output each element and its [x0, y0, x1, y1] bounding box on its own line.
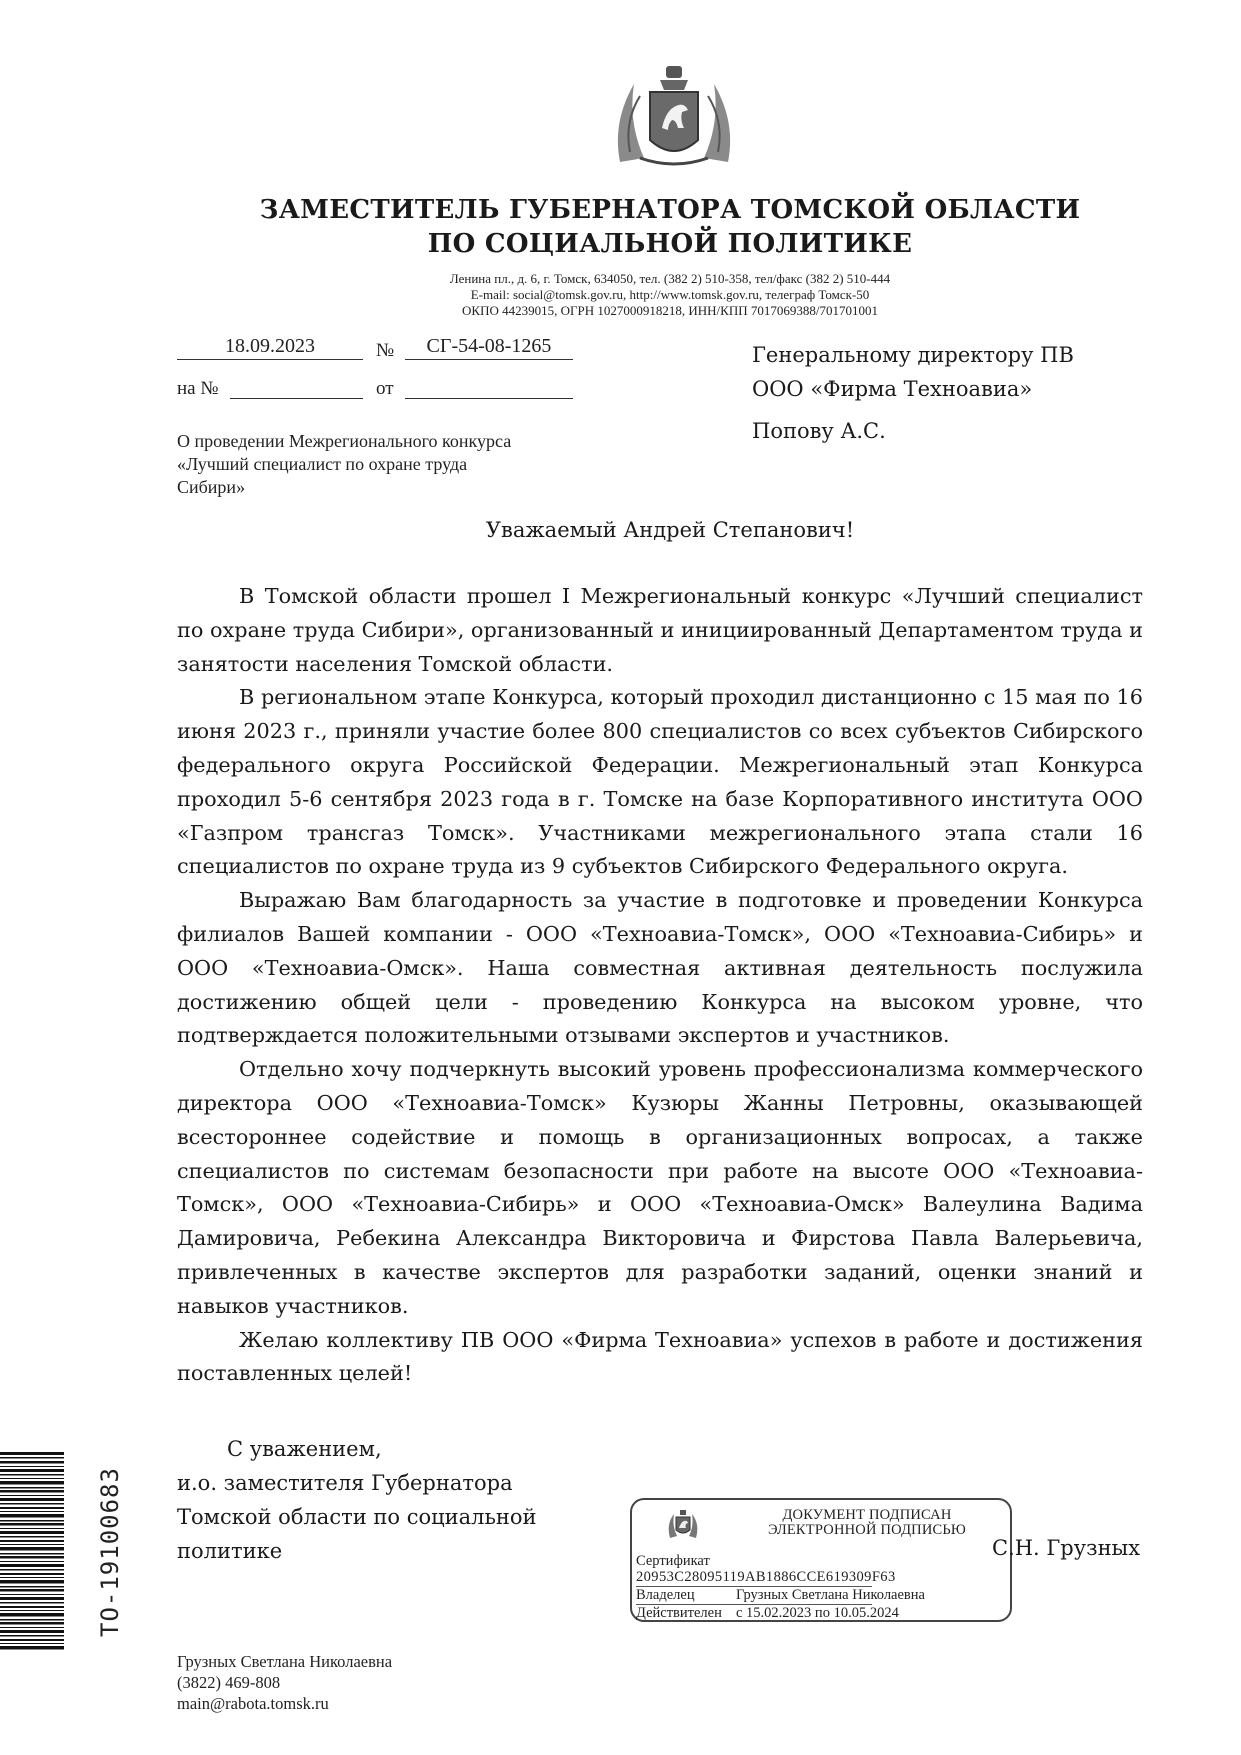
organization-contacts	[300, 271, 1040, 319]
stamp-owner-row	[636, 1587, 925, 1603]
electronic-signature-stamp	[630, 1498, 1012, 1622]
signer-name: С.Н. Грузных	[992, 1536, 1141, 1560]
barcode-number: ТО-19100683	[96, 1467, 124, 1637]
body-paragraph: Отдельно хочу подчеркнуть высокий уровень профессионализма коммерческого директора ООО «Техноавиа-Томск» Кузюры Жанны Петровны, оказывающей всестороннее содействие и помощь в организационных вопросах, а также специалистов по системам безопасности при работе на высоте ООО «Техноавиа-Томск», ООО «Техноавиа-Сибирь» и ООО «Техноавиа-Омск» Валеулина Вадима Дамировича, Ребекина Александра Викторовича и Фирстова Павла Валерьевича, привлеченных в качестве экспертов для разработки заданий, оценки знаний и навыков участников.	[177, 1057, 1143, 1318]
organization-title-line2: ПО СОЦИАЛЬНОЙ ПОЛИТИКЕ	[427, 229, 913, 259]
subject-line: «Лучший специалист по охране труда	[177, 454, 468, 474]
stamp-validity-label: Действителен	[636, 1605, 722, 1621]
stamp-emblem-icon	[666, 1508, 700, 1542]
stamp-title	[732, 1508, 1002, 1538]
closing-position: и.о. заместителя Губернатора	[177, 1471, 513, 1495]
reply-to-number-field	[230, 372, 363, 399]
contact-codes: ОКПО 44239015, ОГРН 1027000918218, ИНН/КПП 7017069388/701701001	[462, 303, 878, 318]
stamp-title-line: ЭЛЕКТРОННОЙ ПОДПИСЬЮ	[767, 1522, 967, 1538]
addressee-block	[752, 338, 1152, 448]
stamp-certificate-value	[636, 1569, 896, 1585]
executor-email: main@rabota.tomsk.ru	[177, 1694, 329, 1713]
body-paragraph: В Томской области прошел I Межрегиональный конкурс «Лучший специалист по охране труда Сибири», организованный и инициированный Департаментом труда и занятости населения Томской области.	[177, 584, 1143, 676]
subject-line: О проведении Межрегионального конкурса	[177, 431, 512, 451]
outgoing-number: СГ-54-08-1265	[405, 333, 573, 360]
executor-block	[177, 1651, 392, 1714]
stamp-certificate-label: Сертификат	[636, 1553, 710, 1569]
closing-block	[177, 1432, 537, 1568]
stamp-validity-value: с 15.02.2023 по 10.05.2024	[736, 1605, 899, 1621]
letter-subject	[177, 430, 597, 499]
stamp-validity-row	[636, 1605, 899, 1621]
closing-position: Томской области по социальной	[177, 1505, 537, 1529]
certificate-number: 20953C28095119AB1886CCE619309F63	[636, 1569, 896, 1585]
addressee-name: Попову А.С.	[752, 419, 886, 443]
stamp-title-line: ДОКУМЕНТ ПОДПИСАН	[782, 1507, 952, 1523]
body-paragraph: В региональном этапе Конкурса, который проходил дистанционно с 15 мая по 16 июня 2023 г., приняли участие более 800 специалистов со всех субъектов Сибирского федерального округа Российской Федерации. Межрегиональный этап Конкурса проходил 5-6 сентября 2023 года в г. Томске на базе Корпоративного института ООО «Газпром трансгаз Томск». Участниками межрегионального этапа стали 16 специалистов по охране труда из 9 субъектов Сибирского Федерального округа.	[177, 685, 1143, 879]
salutation: Уважаемый Андрей Степанович!	[485, 518, 855, 542]
coat-of-arms-emblem	[610, 62, 738, 172]
number-label: №	[376, 340, 395, 361]
barcode	[0, 1452, 76, 1650]
executor-phone: (3822) 469-808	[177, 1673, 281, 1692]
stamp-owner-label: Владелец	[636, 1587, 695, 1603]
from-date-field	[405, 372, 573, 399]
closing-position: политике	[177, 1539, 283, 1563]
contact-address: Ленина пл., д. 6, г. Томск, 634050, тел. (382 2) 510-358, тел/факс (382 2) 510-444	[449, 271, 891, 286]
outgoing-date: 18.09.2023	[177, 333, 363, 360]
reply-to-label: на №	[177, 378, 219, 399]
addressee-position: Генеральному директору ПВ	[752, 343, 1074, 367]
from-label: от	[376, 378, 394, 399]
closing-regards: С уважением,	[227, 1437, 382, 1461]
body-paragraph: Выражаю Вам благодарность за участие в подготовке и проведении Конкурса филиалов Вашей компании - ООО «Техноавиа-Томск», ООО «Техноавиа-Сибирь» и ООО «Техноавиа-Омск». Наша совместная активная деятельность послужила достижению общей цели - проведению Конкурса на высоком уровне, что подтверждается положительными отзывами экспертов и участников.	[177, 888, 1143, 1048]
executor-name: Грузных Светлана Николаевна	[177, 1652, 393, 1671]
organization-title-line1: ЗАМЕСТИТЕЛЬ ГУБЕРНАТОРА ТОМСКОЙ ОБЛАСТИ	[259, 195, 1081, 225]
stamp-owner-value: Грузных Светлана Николаевна	[736, 1587, 925, 1603]
contact-email: E-mail: social@tomsk.gov.ru, http://www.tomsk.gov.ru, телеграф Томск-50	[470, 287, 870, 302]
body-paragraph: Желаю коллективу ПВ ООО «Фирма Техноавиа» успехов в работе и достижения поставленных целей!	[177, 1327, 1143, 1386]
letter-body	[177, 580, 1143, 1391]
subject-line: Сибири»	[177, 477, 246, 497]
addressee-company: ООО «Фирма Техноавиа»	[752, 377, 1033, 401]
